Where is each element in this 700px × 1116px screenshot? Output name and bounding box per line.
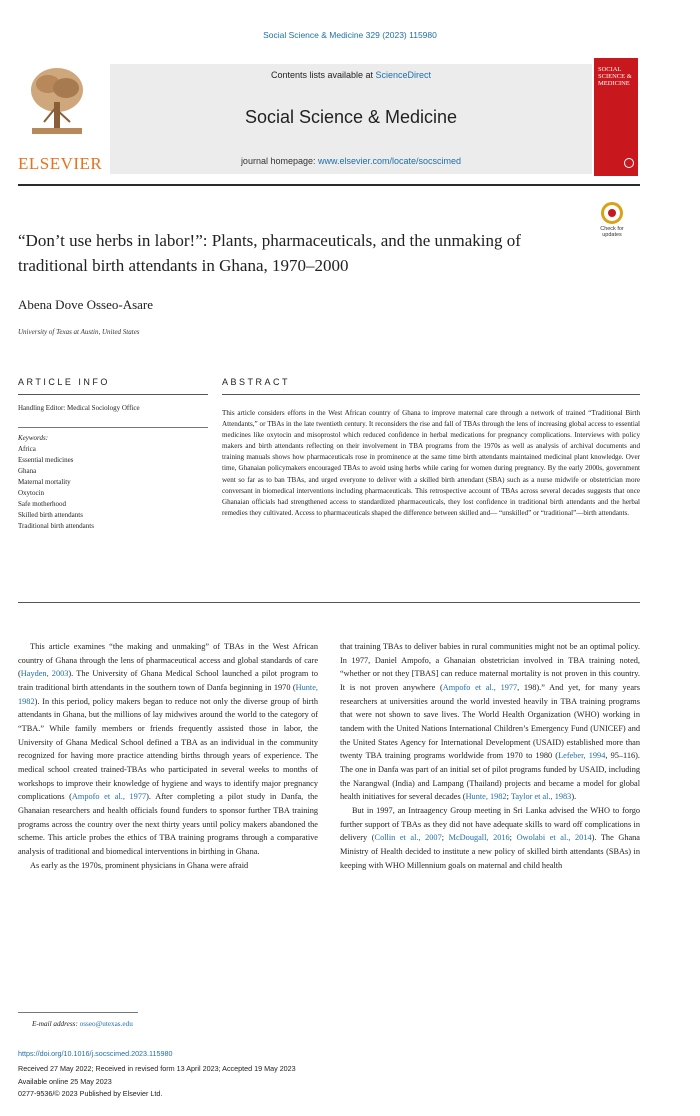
sciencedirect-link[interactable]: ScienceDirect [375,70,432,80]
handling-editor: Handling Editor: Medical Sociology Office [18,404,140,412]
keywords-list [18,433,208,532]
keyword-item: Skilled birth attendants [18,511,83,519]
body-paragraph [340,640,640,804]
keyword-item: Africa [18,445,36,453]
keywords-divider [18,427,208,428]
body-text: ; [509,833,517,843]
publication-history [18,1063,296,1101]
body-text: ). The Ghana Ministry of Health decided to institute a new policy of skilled birth attendants (SBAs) in keeping with WHO Millennium goals on maternal and child health [340,833,640,870]
abstract-text: This article considers efforts in the West African country of Ghana to improve maternal care through a network of trained “Traditional Birth Attendants,” or TBAs in the late twentieth century. It reconsiders the rise and fall of TBAs through the lens of increasing global access to essential medicines like oxytocin and misoprostol which reduced confidence in herbal medications for pregnancy complications. Interviews with policy makers and birth attendants reflecting on their involvement in TBA programs from the 1970s as well as analysis of archival documents and training manuals shows how pharmaceuticals rose in prominence at the same time birth attendants maintained medicinal plant knowledge. Over time, Ghanaian policymakers encouraged TBAs to avoid using herbs while caring for women during pregnancy. By the early 2000s, government went so far as to ban TBAs, and urged everyone to deliver with a skilled birth attendant (SBA) such as a nurse midwife or obstetrician more conversant in biomedical interventions including pharmaceuticals. This retrospective account of TBAs across several decades suggests that once Ghanaian officials had strengthened access to standardized pharmaceuticals, they lost confidence in traditional birth attendants and the herbal remedies they cultivated. Access to pharmaceuticals shaped the difference between skilled and— “unskilled” or “traditional”—birth attendants. [222,409,640,517]
body-text: ). [571,792,577,802]
body-paragraph [18,859,318,873]
contents-prefix: Contents lists available at [270,70,376,80]
abstract-heading: ABSTRACT [222,377,291,387]
check-updates-icon [601,202,623,224]
citation-link[interactable]: Hunte, 1982 [18,682,318,706]
body-text: , 95–116). The one in Danfa was part of an initial set of pilot programs funded by USAID, including the Narangwal (India) and Lampang (Thailand) projects and became a model for global health initiatives for several decades ( [340,751,640,802]
keyword-item: Oxytocin [18,489,45,497]
citation-link[interactable]: Collin et al., 2007 [374,833,442,843]
elsevier-logo[interactable] [18,56,103,174]
body-paragraph [340,804,640,872]
body-text: This article examines “the making and unmaking” of TBAs in the West African country of Ghana through the lens of pharmaceutical access and global standards of care ( [18,642,318,679]
doi-link[interactable]: https://doi.org/10.1016/j.socscimed.2023.115980 [18,1049,173,1058]
copyright-line: 0277-9536/© 2023 Published by Elsevier Ltd. [18,1089,163,1098]
header-divider [18,184,640,186]
keyword-item: Safe motherhood [18,500,67,508]
body-text: As early as the 1970s, prominent physicians in Ghana were afraid [30,860,249,870]
homepage-link[interactable]: www.elsevier.com/locate/socscimed [318,156,462,166]
citation-link[interactable]: Hayden, 2003 [20,669,69,679]
email-label: E-mail address: [32,1020,78,1028]
citation-link[interactable]: Lefeber, 1994 [558,751,606,761]
abstract-divider [222,394,640,395]
body-column-left [18,640,318,872]
citation-link[interactable]: Taylor et al., 1983 [510,792,572,802]
check-updates-label: Check for updates [600,226,624,238]
body-paragraph [18,640,318,859]
journal-homepage [110,156,592,166]
body-text: ; [506,792,511,802]
body-text: ). After completing a pilot study in Danfa, the Ghanaian researchers and health officials found funders to sponsor further TBA training programs across the country over the next thirty years until policy makers abandoned the scheme. This article probes the ethics of TBA training programs through a comparative analysis of traditional and biomedical interventions in birthing in Ghana. [18,792,318,856]
elsevier-wordmark: ELSEVIER [18,154,103,173]
contents-availability [110,70,592,80]
body-text: that training TBAs to deliver babies in rural communities might not be an optimal policy. In 1977, Daniel Ampofo, a Ghanaian obstetrician involved in TBA training noted, “whether or not they [TBAS] can reduce maternal mortality is not proven in this country. It is not proven anywhere ( [340,642,640,692]
journal-title: Social Science & Medicine [244,107,458,127]
cover-title: SOCIAL SCIENCE & MEDICINE [598,66,632,87]
citation-link[interactable]: Hunte, 1982 [465,792,507,802]
available-online-date: Available online 25 May 2023 [18,1076,112,1086]
received-dates: Received 27 May 2022; Received in revised form 13 April 2023; Accepted 19 May 2023 [18,1064,296,1073]
elsevier-tree-icon [26,62,88,138]
author-name[interactable]: Abena Dove Osseo-Asare [18,297,154,312]
citation-link[interactable]: Ampofo et al., 1977 [71,792,147,802]
citation-link[interactable]: McDougall, 2016 [448,833,510,843]
keyword-item: Traditional birth attendants [18,522,94,530]
body-text: But in 1997, an Intraagency Group meeting in Sri Lanka advised the WHO to forgo further support of TBAs as they did not have adequate skills to ward off complications in delivery ( [340,805,640,843]
citation-link[interactable]: Ampofo et al., 1977 [442,682,518,692]
homepage-prefix: journal homepage: [240,156,318,166]
keyword-item: Essential medicines [18,456,74,464]
masthead-panel [110,64,592,174]
keyword-item: Maternal mortality [18,478,71,486]
journal-masthead [18,56,640,174]
footnote-divider [18,1012,138,1013]
body-text: , 198).” And yet, for many years researchers at universities around the world invested heavily in TBA training programs that were not shown to save lives. The World Health Organization (WHO) working in tandem with the United Nations International Children’s Emergency Fund (UNICEF) and the United States Agency for International Development (USAID) established more than twenty TBA training programs worldwide from 1970 to 1980 ( [340,682,641,761]
journal-reference[interactable]: Social Science & Medicine 329 (2023) 115980 [263,30,437,40]
citation-link[interactable]: Owolabi et al., 2014 [516,833,592,843]
keywords-label: Keywords: [18,434,49,442]
cover-seal-icon [624,158,634,168]
article-title: “Don’t use herbs in labor!”: Plants, pharmaceuticals, and the unmaking of traditional birth attendants in Ghana, 1970–2000 [18,231,521,275]
keyword-item: Ghana [18,467,37,475]
author-affiliation: University of Texas at Austin, United States [18,328,140,336]
email-link[interactable]: osseo@utexas.edu [79,1020,133,1028]
article-info-heading: ARTICLE INFO [18,377,110,387]
check-for-updates-badge[interactable] [594,202,630,246]
body-text: ). The University of Ghana Medical School launched a pilot program to train traditional birth attendants in the southern town of Danfa beginning in 1970 ( [18,669,318,692]
article-info-divider [18,394,208,395]
body-text: ). In this period, policy makers began to reduce not only the diverse group of birth attendants in Ghana, but the millions of lay midwives around the world to the category of “TBA.” While family members or friends frequently assisted those in labor, the University of Ghana Medical School defined a TBA as an individual in the community recognized for having more practice attending births through years of experience. The medical school created trained-TBAs who participated in several weeks to months of workshops to improve their knowledge of hygiene and ways to identify major pregnancy complications ( [18,696,318,802]
body-column-right [340,640,640,872]
author-email-footnote [32,1020,133,1028]
journal-cover-thumbnail[interactable] [594,58,638,176]
front-matter-divider [18,602,640,603]
body-text: ; [441,833,449,843]
